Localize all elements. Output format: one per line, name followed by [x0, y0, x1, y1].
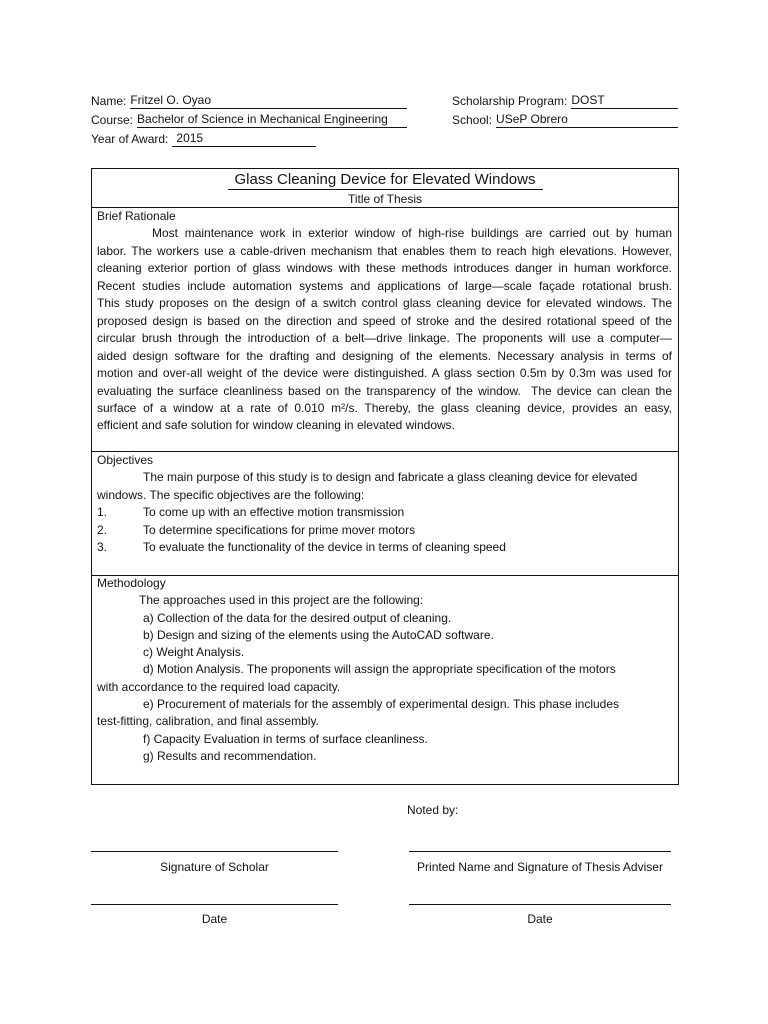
scholarship-program-value: DOST [571, 93, 678, 109]
objective-item [97, 504, 672, 521]
objective-text: To evaluate the functionality of the device in terms of cleaning speed [143, 540, 506, 555]
objective-text: To determine specifications for prime mover motors [143, 522, 416, 537]
rationale-line: motion and over-all weight of the device were distinguished. A glass section 0.5m by 0.3m was used for [97, 366, 672, 381]
methodology-section [92, 575, 678, 765]
objective-item [97, 539, 672, 556]
scholar-signature-line [91, 851, 338, 852]
rationale-line: labor. The workers use a cable-driven mechanism that enables them to reach high elevations. However, [97, 243, 672, 258]
year-of-award-field [91, 132, 316, 147]
methodology-heading: Methodology [97, 576, 166, 590]
objective-number: 2. [97, 522, 108, 537]
adviser-date-caption: Date [527, 912, 553, 926]
objectives-intro-line: windows. The specific objectives are the following: [97, 487, 365, 502]
noted-by-label: Noted by: [407, 803, 459, 817]
thesis-summary-box [91, 168, 679, 785]
methodology-item: c) Weight Analysis. [143, 645, 245, 660]
rationale-line: surface of a window at a rate of 0.010 m²/s. Thereby, the glass cleaning device, provides an easy, [97, 400, 672, 415]
year-of-award-value: 2015 [172, 131, 316, 147]
rationale-line: evaluating the surface cleanliness based on the transparency of the window. The device can clean the [97, 383, 672, 398]
rationale-line: proposed design is based on the direction and speed of stroke and the desired rotational speed of the [97, 313, 672, 328]
rationale-line: This study proposes on the design of a switch control glass cleaning device for elevated windows. The [97, 296, 672, 311]
methodology-item: e) Procurement of materials for the assembly of experimental design. This phase includes [143, 697, 620, 712]
rationale-heading: Brief Rationale [97, 209, 176, 223]
methodology-item-continuation: with accordance to the required load capacity. [97, 679, 341, 694]
rationale-line: efficient and safe solution for window cleaning in elevated windows. [97, 418, 455, 433]
course-value: Bachelor of Science in Mechanical Engineering [137, 112, 407, 128]
thesis-title: Glass Cleaning Device for Elevated Windows [228, 171, 543, 190]
name-value: Fritzel O. Oyao [130, 93, 407, 109]
objectives-section [92, 452, 678, 557]
methodology-item: b) Design and sizing of the elements using the AutoCAD software. [143, 627, 494, 642]
year-of-award-label: Year of Award: [91, 132, 169, 146]
scholar-date-line [91, 904, 338, 905]
objectives-heading: Objectives [97, 453, 154, 467]
scholar-date-caption: Date [201, 912, 228, 926]
methodology-item: d) Motion Analysis. The proponents will assign the appropriate specification of the motors [143, 662, 616, 677]
school-label: School: [452, 113, 493, 127]
objective-number: 3. [97, 540, 108, 555]
scholarship-program-field [452, 94, 678, 109]
scholarship-program-label: Scholarship Program: [452, 94, 568, 108]
rationale-line: aided design software for the drafting and designing of the elements. Necessary analysis in terms of [97, 348, 672, 363]
rationale-section [92, 208, 678, 435]
name-field [91, 94, 407, 109]
course-field [91, 113, 407, 128]
objective-number: 1. [97, 505, 108, 520]
thesis-title-caption: Title of Thesis [347, 192, 423, 206]
rationale-line: Most maintenance work in exterior window of high-rise buildings are carried out by human [152, 226, 672, 241]
adviser-signature-caption: Printed Name and Signature of Thesis Adviser [417, 860, 663, 874]
methodology-item: a) Collection of the data for the desired output of cleaning. [143, 610, 452, 625]
rationale-line: cleaning exterior portion of glass windows with these methods introduces danger in human workforce. [97, 261, 672, 276]
objective-item [97, 522, 672, 539]
adviser-signature-line [409, 851, 671, 852]
school-field [452, 113, 678, 128]
methodology-item-continuation: test-fitting, calibration, and final assembly. [97, 714, 319, 729]
adviser-date-line [409, 904, 671, 905]
methodology-item: g) Results and recommendation. [143, 748, 317, 763]
objectives-intro-line: The main purpose of this study is to design and fabricate a glass cleaning device for elevated [143, 470, 638, 485]
methodology-item: f) Capacity Evaluation in terms of surface cleanliness. [143, 731, 428, 746]
scholar-signature-caption: Signature of Scholar [160, 860, 269, 874]
rationale-line: circular brush through the introduction of a belt—drive linkage. The proponents will use a computer— [97, 331, 672, 346]
name-label: Name: [91, 94, 127, 108]
rationale-line: Recent studies include automation systems and applications of large—scale façade rotational brush. [97, 278, 672, 293]
methodology-intro: The approaches used in this project are the following: [139, 593, 424, 608]
course-label: Course: [91, 113, 134, 127]
objective-text: To come up with an effective motion transmission [143, 505, 405, 520]
school-value: USeP Obrero [496, 112, 678, 128]
thesis-title-row [92, 171, 678, 190]
